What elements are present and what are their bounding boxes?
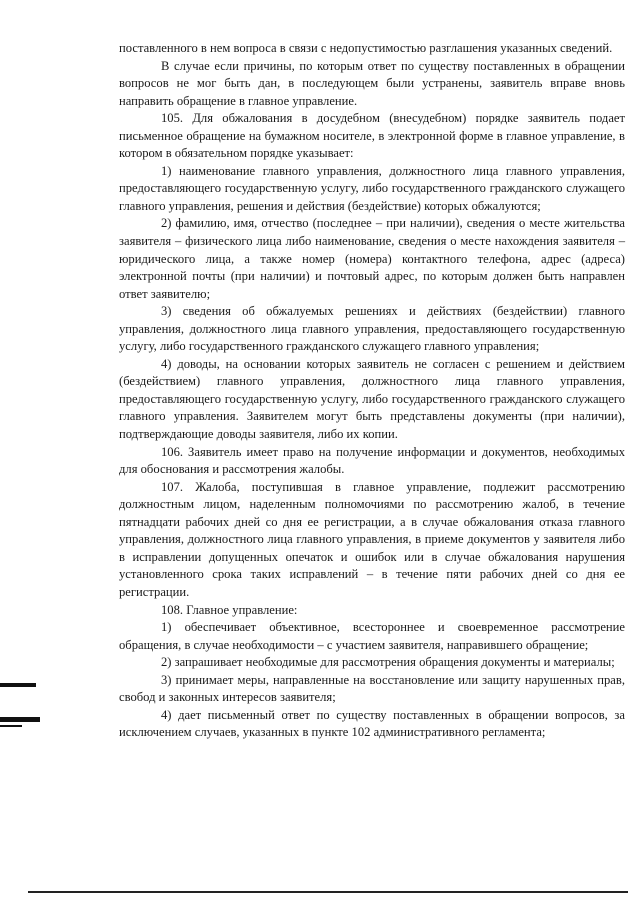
list-item: 4) дает письменный ответ по существу поставленных в обращении вопросов, за исключением случаев, указанных в пункте 102 административного регламента;	[119, 707, 625, 740]
binding-mark	[0, 717, 40, 722]
list-item: 1) наименование главного управления, должностного лица главного управления, предоставляющего государственную услугу, либо государственного гражданского служащего главного управления, решения и действия (бездействие) которых обжалуются;	[119, 163, 625, 213]
list-item: 1) обеспечивает объективное, всестороннее и своевременное рассмотрение обращения, в случае необходимости – с участием заявителя, направившего обращение;	[119, 620, 625, 652]
paragraph-continuation: поставленного в нем вопроса в связи с недопустимостью разглашения указанных сведений.	[119, 41, 613, 55]
list-item: 3) сведения об обжалуемых решениях и действиях (бездействии) главного управления, должностного лица главного управления, предоставляющего государственную услугу, либо государственного гражданского служащего главного управления;	[119, 304, 625, 354]
list-item: 4) доводы, на основании которых заявитель не согласен с решением и действием (бездействием) главного управления, должностного лица главного управления, предоставляющего государственную услугу, либо государственного гражданского служащего главного управления. Заявителем могут быть представлены документы (при наличии), подтверждающие доводы заявителя, либо их копии.	[119, 356, 625, 442]
paragraph-108: 108. Главное управление:	[161, 602, 298, 617]
list-item: 3) принимает меры, направленные на восстановление или защиту нарушенных прав, свобод и законных интересов заявителя;	[119, 672, 625, 705]
paragraph-105: 105. Для обжалования в досудебном (внесудебном) порядке заявитель подает письменное обращение на бумажном носителе, в электронной форме в главное управление, в котором в обязательном порядке указывает:	[119, 111, 625, 161]
footer-rule	[28, 891, 628, 893]
binding-mark	[0, 725, 22, 727]
paragraph-107: 107. Жалоба, поступившая в главное управление, подлежит рассмотрению должностным лицом, наделенным полномочиями по рассмотрению жалоб, в течение пятнадцати рабочих дней со дня ее регистрации, а в случае обжалования отказа главного управления, должностного лица главного управления, в приеме документов у заявителя либо в исправлении допущенных опечаток и ошибок или в случае обжалования нарушения установленного срока таких исправлений – в течение пяти рабочих дней со дня ее регистрации.	[119, 479, 625, 599]
list-item: 2) фамилию, имя, отчество (последнее – при наличии), сведения о месте жительства заявителя – физического лица либо наименование, сведения о месте нахождения заявителя – юридического лица, а также номер (номера) контактного телефона, адрес (адреса) электронной почты (при наличии) и почтовый адрес, по которым должен быть направлен ответ заявителю;	[119, 216, 625, 301]
binding-mark	[0, 683, 36, 687]
list-item: 2) запрашивает необходимые для рассмотрения обращения документы и материалы;	[161, 655, 615, 670]
paragraph-106: 106. Заявитель имеет право на получение информации и документов, необходимых для обоснования и рассмотрения жалобы.	[119, 444, 625, 477]
document-body	[119, 40, 625, 742]
paragraph: В случае если причины, по которым ответ по существу поставленных в обращении вопросов не мог быть дан, в последующем были устранены, заявитель вправе вновь направить обращение в главное управление.	[119, 58, 625, 108]
